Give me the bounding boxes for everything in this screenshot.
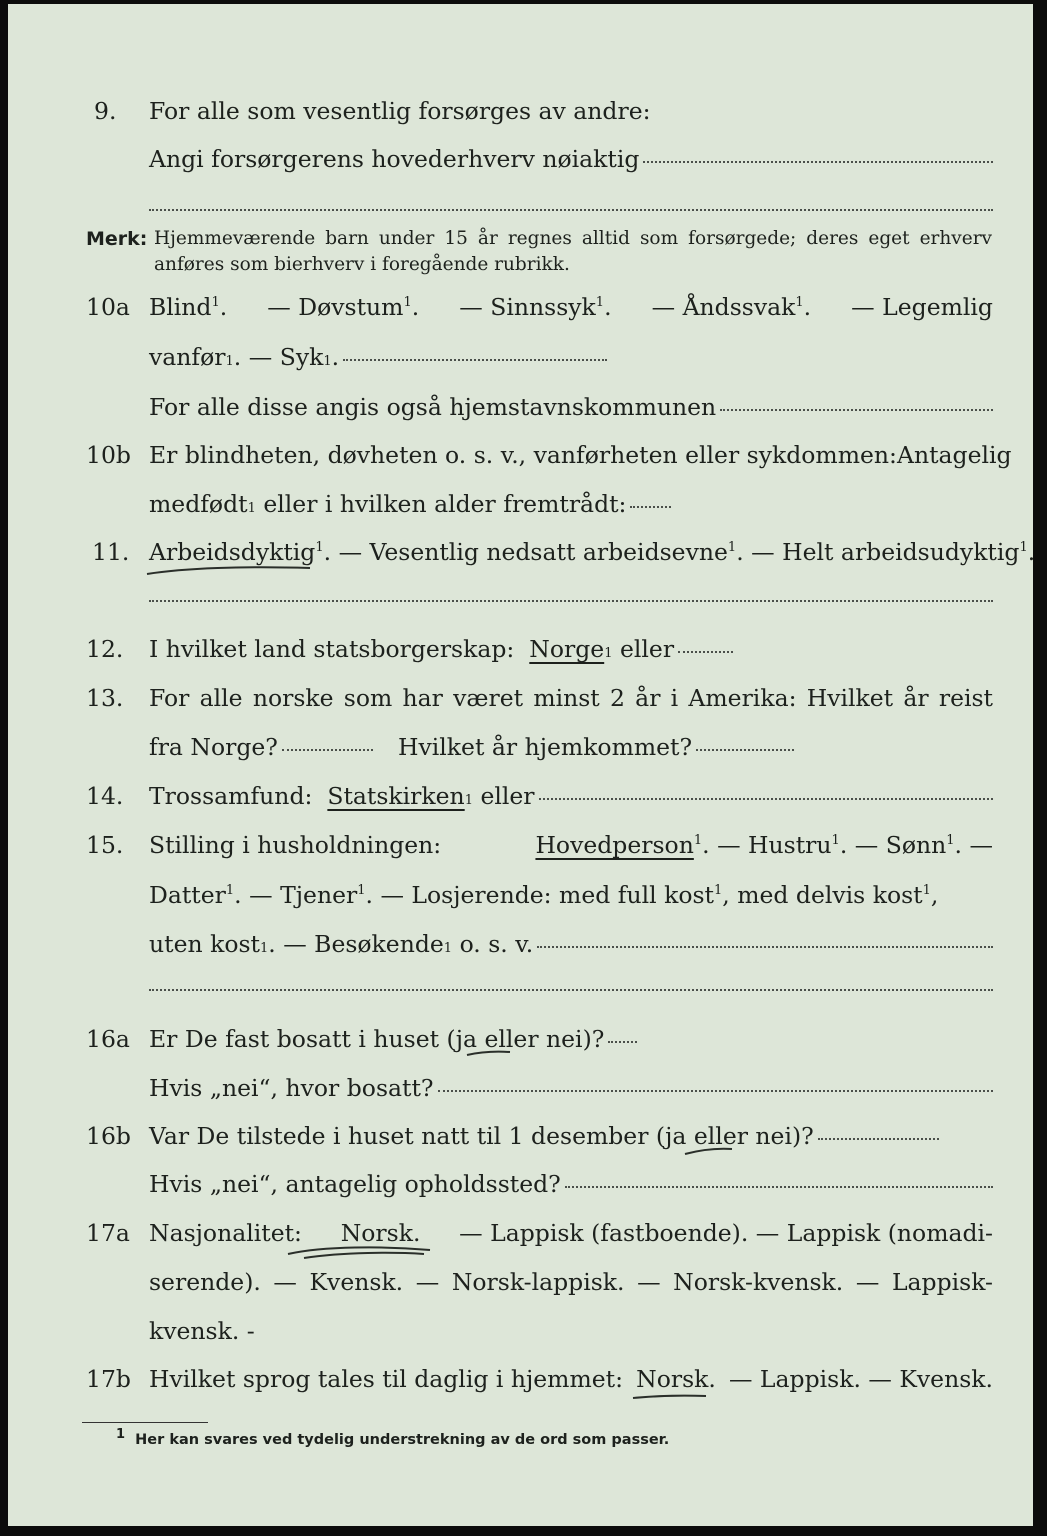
q9-answer-dots	[643, 161, 993, 163]
opt-norsk-17a: Norsk.	[340, 1219, 421, 1247]
q13-hjemkommet-dots	[696, 749, 794, 751]
opt-norsk-17b: Norsk.	[636, 1365, 716, 1393]
census-form-page	[8, 4, 1036, 1526]
opt-hovedperson-underlined: Hovedperson	[535, 831, 694, 859]
q17b-line: Hvilket sprog tales til daglig i hjemmet: Norsk. — Lappisk. — Kvensk.	[149, 1365, 993, 1393]
q10a-kommune-dots	[720, 409, 993, 411]
opt-syk: — Syk	[248, 343, 324, 371]
q10b-line1: Er blindheten, døvheten o. s. v., vanførheten eller sykdommen: Antagelig	[149, 441, 1012, 469]
q11-line: Arbeidsdyktig$^1$. — Vesentlig nedsatt arbeidsevne$^1$. — Helt arbeidsudyktig$^1$.	[149, 538, 1036, 566]
q10b-number: 10b	[86, 441, 131, 469]
opt-arbeidsdyktig: Arbeidsdyktig	[149, 538, 316, 566]
q9-line2	[149, 144, 993, 174]
merk-label: Merk:	[86, 228, 148, 250]
opt-ja-16a: ja	[455, 1025, 477, 1053]
q16a-line1: Er De fast bosatt i huset ( ja eller nei)?	[149, 1024, 637, 1054]
q12-number: 12.	[86, 635, 124, 663]
q15-answer-line	[149, 989, 993, 991]
footnote-text: Her kan svares ved tydelig understrekning av de ord som passer.	[135, 1432, 670, 1448]
q16b-opholdssted-dots	[565, 1186, 993, 1188]
q17b-number: 17b	[86, 1365, 131, 1393]
opt-dovstum: — Døvstum	[267, 293, 404, 321]
q15-number: 15.	[86, 831, 124, 859]
opt-norge-underlined: Norge	[529, 635, 605, 663]
q16a-line2: Hvis „nei“, hvor bosatt?	[149, 1073, 993, 1103]
q13-number: 13.	[86, 684, 124, 712]
opt-statskirken-underlined: Statskirken	[327, 782, 465, 810]
underline-norsk-17a	[284, 1242, 434, 1262]
q16a-dots	[608, 1041, 637, 1043]
underline-ja-16a	[464, 1046, 514, 1060]
q16a-bosatt-dots	[438, 1090, 993, 1092]
opt-blind: Blind	[149, 293, 212, 321]
q10a-syk-dots	[343, 359, 607, 361]
q17a-number: 17a	[86, 1219, 130, 1247]
opt-legemlig: — Legemlig	[851, 293, 993, 321]
q14-dots	[539, 798, 993, 800]
q17a-line2: serende). — Kvensk. — Norsk-lappisk. — Norsk-kvensk. — Lappisk-	[149, 1268, 993, 1296]
footnote-mark: 1	[116, 1427, 126, 1443]
opt-sinnssyk: — Sinnssyk	[459, 293, 596, 321]
q10b-alder-dots	[630, 506, 671, 508]
q10b-line2: medfødt 1 eller i hvilken alder fremtrådt:	[149, 489, 671, 519]
q9-answer-line	[149, 209, 993, 211]
q9-number: 9.	[94, 97, 117, 125]
q12-line: I hvilket land statsborgerskap: Norge 1 eller	[149, 634, 733, 664]
q17a-line1: Nasjonalitet: Norsk. — Lappisk (fastboende). — Lappisk (nomadi-	[149, 1219, 993, 1247]
q11-number: 11.	[92, 538, 130, 566]
q15-dots	[537, 946, 993, 948]
opt-vanfor: vanfør	[149, 343, 226, 371]
underline-norsk-17b	[630, 1388, 710, 1404]
q15-line2: Datter$^1$. — Tjener$^1$. — Losjerende: med full kost$^1$, med delvis kost$^1$,	[149, 881, 939, 909]
footnote-rule	[82, 1422, 208, 1423]
q10a-line2: vanfør 1 . — Syk 1 .	[149, 342, 607, 372]
q16b-line1: Var De tilstede i huset natt til 1 desember ( ja eller nei)?	[149, 1121, 939, 1151]
q10a-line3	[149, 392, 993, 422]
q9-line1: For alle som vesentlig forsørges av andre:	[149, 97, 651, 125]
q10a-line1: Blind$^1$. — Døvstum$^1$. — Sinnssyk$^1$. — Åndssvak$^1$. — Legemlig	[149, 293, 993, 321]
underline-ja-16b	[682, 1143, 736, 1159]
q13-line2b: Hvilket år hjemkommet?	[398, 732, 794, 762]
q10a-number: 10a	[86, 293, 130, 321]
q15-line1: Stilling i husholdningen: Hovedperson$^1$. — Hustru$^1$. — Sønn$^1$. —	[149, 831, 993, 859]
footnote	[116, 1427, 670, 1448]
q11-answer-line	[149, 600, 993, 602]
q16b-line2: Hvis „nei“, antagelig opholdssted?	[149, 1169, 993, 1199]
q13-line2a: fra Norge?	[149, 732, 373, 762]
merk-line1: Hjemmeværende barn under 15 år regnes alltid som forsørgede; deres eget erhverv	[154, 228, 992, 249]
q9-line2-text: Angi forsørgerens hovederhverv nøiaktig	[149, 145, 640, 173]
q14-number: 14.	[86, 782, 124, 810]
underline-arbeidsdyktig	[144, 560, 314, 580]
q13-reist-dots	[282, 749, 373, 751]
q13-line1: For alle norske som har været minst 2 år i Amerika: Hvilket år reist	[149, 684, 993, 712]
q14-line: Trossamfund: Statskirken 1 eller	[149, 781, 993, 811]
merk-line2: anføres som bierhverv i foregående rubrikk.	[154, 254, 570, 275]
q15-line3: uten kost 1 . — Besøkende 1 o. s. v.	[149, 929, 993, 959]
q16a-number: 16a	[86, 1025, 130, 1053]
q16b-number: 16b	[86, 1122, 131, 1150]
q10a-line3-text: For alle disse angis også hjemstavnskommunen	[149, 393, 717, 421]
q16b-dots	[818, 1138, 939, 1140]
q17a-line3: kvensk. -	[149, 1317, 255, 1345]
opt-ja-16b: ja	[665, 1122, 687, 1150]
q12-dots	[678, 651, 733, 653]
opt-andssvak: — Åndssvak	[651, 293, 796, 321]
